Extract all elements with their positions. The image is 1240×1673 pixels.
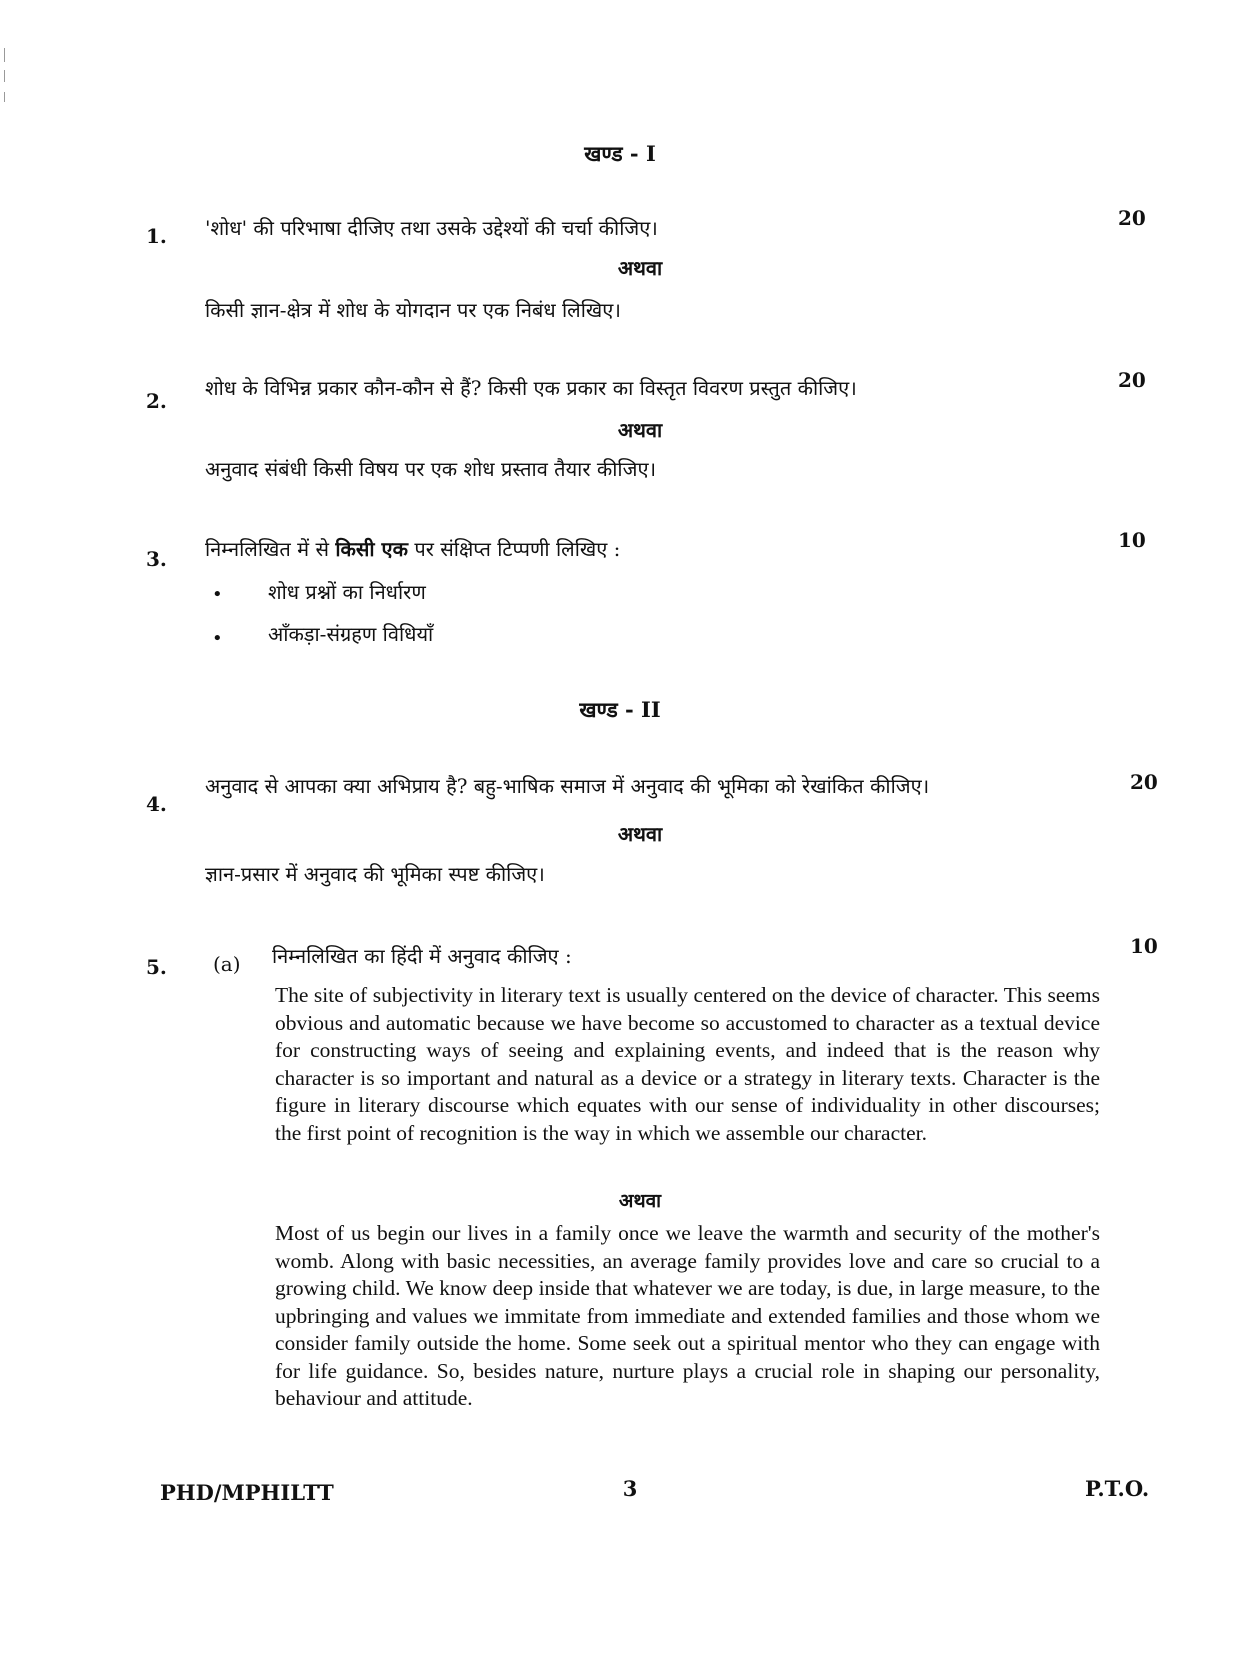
or-label: अथवा [618, 1190, 662, 1212]
question-number: 1. [146, 224, 167, 248]
question-text-emphasis: किसी एक [335, 537, 408, 561]
question-alternative: अनुवाद संबंधी किसी विषय पर एक शोध प्रस्ताव तैयार कीजिए। [205, 457, 657, 481]
sub-question-label: (a) [213, 952, 241, 976]
question-marks: 20 [1118, 206, 1146, 230]
question-alternative: ज्ञान-प्रसार में अनुवाद की भूमिका स्पष्ट कीजिए। [205, 862, 545, 886]
paper-code: PHD/MPHILTT [160, 1480, 334, 1505]
question-text-part: निम्नलिखित में से [205, 537, 336, 561]
question-text: शोध के विभिन्न प्रकार कौन-कौन से हैं? किसी एक प्रकार का विस्तृत विवरण प्रस्तुत कीजिए। [205, 376, 857, 400]
question-number: 2. [146, 389, 167, 413]
or-label: अथवा [617, 822, 663, 846]
scan-mark [4, 70, 5, 82]
section-heading-2: खण्ड - II [579, 697, 661, 722]
question-alternative: किसी ज्ञान-क्षेत्र में शोध के योगदान पर एक निबंध लिखिए। [205, 298, 621, 322]
question-text: निम्नलिखित का हिंदी में अनुवाद कीजिए : [272, 944, 572, 968]
question-number: 4. [146, 792, 167, 816]
page-number: 3 [622, 1476, 638, 1501]
question-text [205, 535, 620, 563]
translation-passage-1: The site of subjectivity in literary text is usually centered on the device of character. This seems obvious and automatic because we have become so accustomed to character as a textual device for constructing ways of seeing and explaining events, and indeed that is the reason why character is so important and natural as a device or a strategy in literary texts. Character is the figure in literary discourse which equates with our sense of individuality in other discourses; the first point of recognition is the way in which we assemble our character. [275, 983, 1100, 1145]
question-text: अनुवाद से आपका क्या अभिप्राय है? बहु-भाषिक समाज में अनुवाद की भूमिका को रेखांकित कीजिए। [205, 774, 930, 798]
translation-passage-2: Most of us begin our lives in a family once we leave the warmth and security of the mother's womb. Along with basic necessities, an average family provides love and care so crucial to a growing child. We know deep inside that whatever we are today, is due, in large measure, to the upbringing and values we immitate from immediate and extended families and those whom we consider family outside the home. Some seek out a spiritual mentor who they can engage with for life guidance. So, besides nature, nurture plays a crucial role in shaping our personality, behaviour and attitude. [275, 1221, 1100, 1410]
question-text: 'शोध' की परिभाषा दीजिए तथा उसके उद्देश्यों की चर्चा कीजिए। [205, 216, 658, 240]
question-marks: 10 [1118, 528, 1146, 552]
or-label: अथवा [617, 256, 663, 280]
question-marks: 20 [1118, 368, 1146, 392]
list-item: शोध प्रश्नों का निर्धारण [268, 580, 426, 604]
question-text-part: पर संक्षिप्त टिप्पणी लिखिए : [407, 537, 621, 561]
question-marks: 10 [1130, 934, 1158, 958]
bullet-icon: • [212, 584, 223, 605]
scan-mark [4, 92, 5, 102]
section-heading-1: खण्ड - I [584, 141, 656, 166]
question-marks: 20 [1130, 770, 1158, 794]
question-number: 5. [146, 955, 167, 979]
list-item: आँकड़ा-संग्रहण विधियाँ [268, 622, 434, 646]
bullet-icon: • [212, 628, 223, 649]
scan-mark [4, 48, 5, 62]
question-number: 3. [146, 547, 167, 571]
or-label: अथवा [617, 418, 663, 442]
pto-label: P.T.O. [1085, 1476, 1150, 1501]
